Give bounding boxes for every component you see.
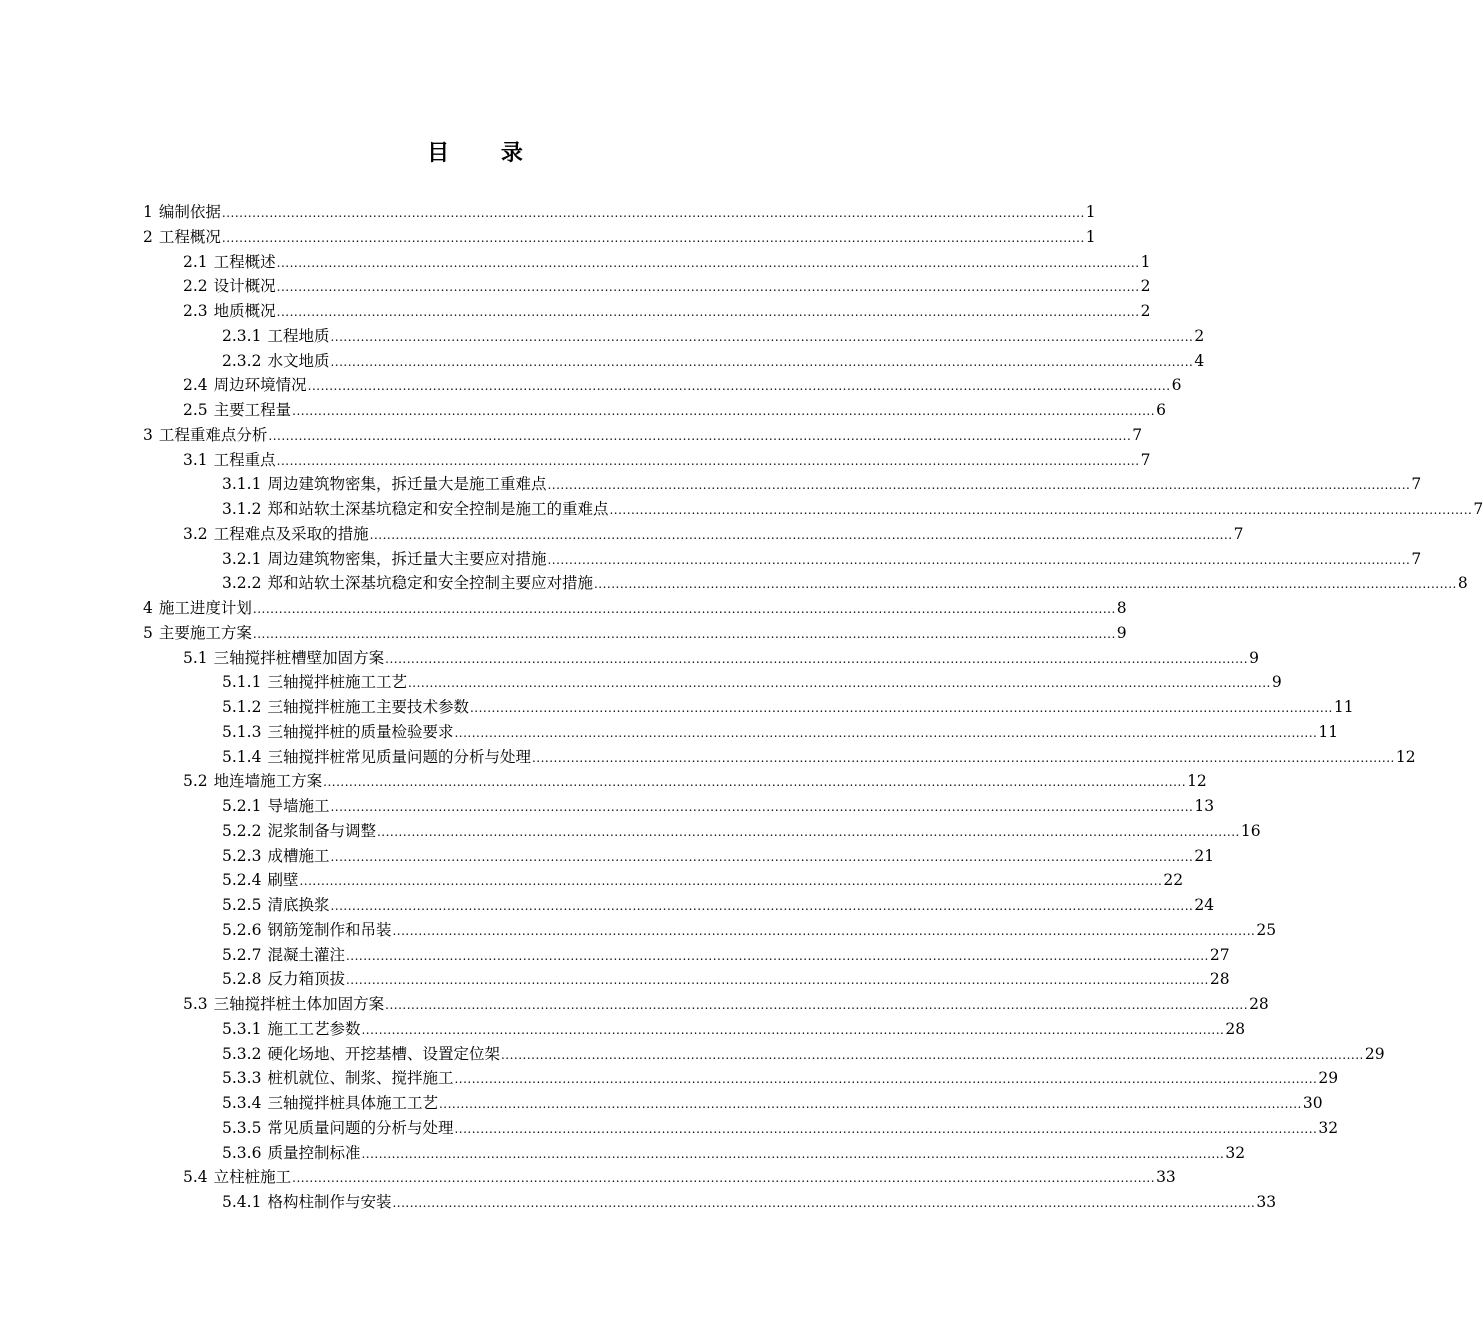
toc-entry[interactable]: [0, 769, 1207, 794]
toc-entry-title: 格构柱制作与安装: [267, 1193, 392, 1211]
toc-entry-number: 5.1.2: [222, 698, 262, 716]
dot-leader: ........................................................................................................................................................................................................: [361, 1022, 1225, 1037]
toc-entry-title: 成槽施工: [267, 846, 330, 865]
dot-leader: ........................................................................................................................................................................................................: [500, 1047, 1364, 1062]
toc-entry-number: 5.2.6: [222, 920, 262, 939]
dot-leader: ........................................................................................................................................................................................................: [299, 874, 1163, 889]
dot-leader: ........................................................................................................................................................................................................: [392, 1196, 1256, 1210]
toc-entry[interactable]: [0, 918, 1277, 943]
dot-leader: ........................................................................................................................................................................................................: [292, 1171, 1156, 1186]
toc-entry-page: 12: [1395, 747, 1416, 766]
toc-entry-page: 28: [1249, 995, 1269, 1013]
toc-entry-number: 5.1.1: [222, 673, 262, 692]
toc-entry-page: 33: [1156, 1168, 1176, 1187]
toc-entry-title: 硬化场地、开挖基槽、设置定位架: [267, 1044, 500, 1063]
dot-leader: ........................................................................................................................................................................................................: [252, 602, 1116, 616]
toc-entry-page: 2: [1140, 302, 1151, 320]
toc-entry-number: 5.2.5: [222, 896, 262, 914]
dot-leader: ........................................................................................................................................................................................................: [369, 527, 1233, 542]
toc-entry[interactable]: [0, 324, 1205, 349]
dot-leader: ........................................................................................................................................................................................................: [221, 230, 1085, 245]
toc-entry-number: 3.2: [183, 524, 208, 543]
toc-entry-number: 2.3.1: [222, 326, 262, 345]
toc-entry-number: 5.3.1: [222, 1019, 262, 1038]
toc-entry-page: 1: [1085, 227, 1096, 246]
toc-entry-number: 5.3.6: [222, 1143, 262, 1162]
toc-entry-page: 9: [1271, 673, 1282, 692]
toc-entry[interactable]: [0, 448, 1151, 473]
toc-entry-title: 主要施工方案: [158, 623, 252, 642]
toc-entry-title: 工程难点及采取的措施: [213, 524, 369, 543]
toc-entry-page: 7: [1411, 475, 1422, 494]
toc-entry-number: 3.1.2: [222, 500, 262, 518]
dot-leader: ........................................................................................................................................................................................................: [345, 973, 1209, 988]
dot-leader: ........................................................................................................................................................................................................: [392, 923, 1256, 938]
toc-entry-page: 8: [1457, 574, 1468, 593]
toc-entry-title: 周边环境情况: [213, 376, 307, 395]
dot-leader: ........................................................................................................................................................................................................: [385, 651, 1249, 666]
dot-leader: ........................................................................................................................................................................................................: [330, 329, 1194, 344]
dot-leader: ........................................................................................................................................................................................................: [330, 849, 1194, 864]
toc-entry-page: 30: [1302, 1094, 1323, 1112]
dot-leader: ........................................................................................................................................................................................................: [330, 354, 1194, 369]
toc-entry-page: 8: [1116, 599, 1127, 617]
toc-entry-number: 3.1: [183, 450, 208, 469]
toc-entry[interactable]: [0, 621, 1127, 646]
dot-leader: ........................................................................................................................................................................................................: [361, 1146, 1225, 1161]
toc-entry-title: 施工进度计划: [158, 599, 252, 617]
toc-entry-page: 27: [1209, 945, 1230, 964]
toc-entry-page: 32: [1318, 1118, 1339, 1137]
toc-entry-title: 混凝土灌注: [267, 945, 345, 964]
toc-entry-number: 5.2.7: [222, 945, 262, 964]
toc-entry-number: 2.3.2: [222, 351, 262, 370]
toc-entry-page: 28: [1209, 970, 1230, 989]
toc-entry-number: 5.3.4: [222, 1094, 262, 1112]
toc-entry-number: 2.1: [183, 252, 208, 271]
toc-entry-number: 5.3.3: [222, 1069, 262, 1088]
toc-entry-page: 25: [1256, 920, 1277, 939]
toc-entry-page: 7: [1411, 549, 1422, 568]
dot-leader: ........................................................................................................................................................................................................: [376, 824, 1240, 839]
toc-entry-number: 5.1.3: [222, 722, 262, 741]
dot-leader: ........................................................................................................................................................................................................: [323, 775, 1187, 790]
toc-entry-page: 32: [1225, 1143, 1246, 1162]
toc-entry-page: 1: [1140, 252, 1151, 271]
toc-entry-number: 5.3.2: [222, 1044, 262, 1063]
toc-entry[interactable]: [0, 868, 1184, 893]
toc-entry-number: 2.2: [183, 277, 208, 296]
toc-entry-title: 三轴搅拌桩具体施工工艺: [267, 1094, 438, 1112]
toc-entry-number: 5.2: [183, 772, 208, 791]
toc-entry-number: 5.2.2: [222, 821, 262, 840]
dot-leader: ........................................................................................................................................................................................................: [345, 948, 1209, 963]
toc-entry-title: 地连墙施工方案: [213, 772, 323, 791]
toc-entry-number: 2.4: [183, 376, 208, 395]
toc-entry-number: 1: [143, 203, 153, 221]
toc-entry-title: 三轴搅拌桩的质量检验要求: [267, 722, 454, 741]
toc-entry-page: 16: [1240, 821, 1261, 840]
toc-entry-page: 12: [1187, 772, 1207, 791]
toc-entry[interactable]: [0, 225, 1096, 250]
dot-leader: ........................................................................................................................................................................................................: [407, 676, 1271, 691]
toc-entry-number: 5.2.8: [222, 970, 262, 989]
dot-leader: ........................................................................................................................................................................................................: [330, 800, 1194, 814]
toc-entry-title: 周边建筑物密集，拆迁量大主要应对措施: [267, 549, 547, 568]
page-title: 目 录: [427, 140, 545, 166]
toc-entry-title: 水文地质: [267, 351, 330, 370]
toc-entry-title: 地质概况: [213, 302, 276, 320]
toc-entry-title: 编制依据: [158, 203, 221, 221]
toc-entry[interactable]: [0, 571, 1468, 596]
toc-entry-page: 6: [1156, 401, 1166, 419]
dot-leader: ........................................................................................................................................................................................................: [276, 305, 1140, 319]
toc-entry-number: 5.3.5: [222, 1118, 262, 1137]
toc-entry[interactable]: [0, 1091, 1323, 1116]
toc-entry-number: 2.3: [183, 302, 208, 320]
toc-entry-title: 工程地质: [267, 326, 330, 345]
toc-entry-page: 7: [1473, 500, 1483, 518]
toc-entry[interactable]: [0, 423, 1143, 448]
toc-entry-title: 泥浆制备与调整: [267, 821, 376, 840]
dot-leader: ........................................................................................................................................................................................................: [307, 379, 1171, 394]
dot-leader: ........................................................................................................................................................................................................: [438, 1097, 1302, 1111]
toc-entry-page: 29: [1318, 1069, 1339, 1088]
toc-entry-page: 2: [1194, 326, 1205, 345]
toc-entry-page: 9: [1116, 623, 1127, 642]
toc-entry[interactable]: [0, 1042, 1385, 1067]
toc-entry-page: 7: [1233, 524, 1244, 543]
toc-entry[interactable]: [0, 522, 1244, 547]
toc-entry-title: 常见质量问题的分析与处理: [267, 1118, 454, 1137]
toc-entry-number: 5.2.1: [222, 797, 262, 815]
toc-entry[interactable]: [0, 1141, 1246, 1166]
toc-entry-number: 5.3: [183, 995, 208, 1013]
toc-entry-number: 5.1: [183, 648, 208, 667]
toc-entry-title: 桩机就位、制浆、搅拌施工: [267, 1069, 454, 1088]
toc-entry[interactable]: [0, 1165, 1176, 1190]
toc-entry-title: 设计概况: [213, 277, 276, 296]
toc-entry-page: 9: [1249, 648, 1259, 667]
toc-entry-number: 5.4: [183, 1168, 208, 1187]
toc-entry[interactable]: [0, 596, 1127, 621]
dot-leader: ........................................................................................................................................................................................................: [547, 552, 1411, 567]
toc-entry-title: 导墙施工: [267, 797, 330, 815]
dot-leader: ........................................................................................................................................................................................................: [221, 206, 1085, 220]
toc-entry-title: 工程重难点分析: [158, 425, 268, 444]
toc-entry-page: 11: [1318, 722, 1339, 741]
dot-leader: ........................................................................................................................................................................................................: [385, 998, 1249, 1012]
toc-entry[interactable]: [0, 1190, 1277, 1215]
toc-entry-title: 工程概况: [158, 227, 221, 246]
dot-leader: ........................................................................................................................................................................................................: [593, 577, 1457, 592]
toc-entry-title: 立柱桩施工: [213, 1168, 292, 1187]
toc-entry-title: 钢筋笼制作和吊装: [267, 920, 392, 939]
toc-entry-title: 主要工程量: [213, 401, 292, 419]
toc-entry-number: 5.1.4: [222, 747, 262, 766]
toc-entry-title: 质量控制标准: [267, 1143, 361, 1162]
dot-leader: ........................................................................................................................................................................................................: [276, 255, 1140, 270]
toc-entry[interactable]: [0, 200, 1096, 225]
toc-entry-title: 反力箱顶拔: [267, 970, 345, 989]
toc-entry-page: 33: [1256, 1193, 1277, 1211]
dot-leader: ........................................................................................................................................................................................................: [547, 478, 1411, 493]
toc-entry[interactable]: [0, 695, 1354, 720]
toc-entry-page: 28: [1225, 1019, 1246, 1038]
toc-entry[interactable]: [0, 373, 1182, 398]
toc-entry-page: 7: [1132, 425, 1143, 444]
toc-entry-number: 5.2.4: [222, 871, 262, 890]
toc-entry[interactable]: [0, 274, 1151, 299]
toc-entry-title: 郑和站软土深基坑稳定和安全控制是施工的重难点: [267, 500, 609, 518]
toc-entry-page: 6: [1171, 376, 1182, 395]
toc-entry-title: 三轴搅拌桩槽壁加固方案: [213, 648, 385, 667]
toc-entry[interactable]: [0, 1116, 1339, 1141]
dot-leader: ........................................................................................................................................................................................................: [330, 899, 1194, 913]
toc-entry-title: 施工工艺参数: [267, 1019, 361, 1038]
toc-entry-page: 13: [1194, 797, 1215, 815]
toc-entry[interactable]: [0, 398, 1166, 423]
toc-entry[interactable]: [0, 670, 1282, 695]
toc-entry-title: 周边建筑物密集，拆迁量大是施工重难点: [267, 475, 547, 494]
dot-leader: ........................................................................................................................................................................................................: [268, 428, 1132, 443]
dot-leader: ........................................................................................................................................................................................................: [454, 1121, 1318, 1136]
toc-entry[interactable]: [0, 646, 1259, 671]
toc-entry-number: 5: [143, 623, 153, 642]
toc-entry-page: 7: [1140, 450, 1151, 469]
toc-entry-number: 2.5: [183, 401, 208, 419]
toc-entry-title: 三轴搅拌桩施工主要技术参数: [267, 698, 469, 716]
toc-entry-page: 2: [1140, 277, 1151, 296]
toc-entry-page: 1: [1085, 203, 1096, 221]
toc-entry[interactable]: [0, 745, 1416, 770]
toc-entry-title: 清底换浆: [267, 896, 330, 914]
toc-entry[interactable]: [0, 547, 1422, 572]
dot-leader: ........................................................................................................................................................................................................: [469, 701, 1333, 715]
toc-entry[interactable]: [0, 299, 1151, 324]
dot-leader: ........................................................................................................................................................................................................: [292, 404, 1156, 418]
toc-entry[interactable]: [0, 349, 1205, 374]
toc-entry-page: 11: [1333, 698, 1354, 716]
toc-entry[interactable]: [0, 1066, 1339, 1091]
toc-entry-title: 三轴搅拌桩土体加固方案: [213, 995, 385, 1013]
toc-entry[interactable]: [0, 794, 1215, 819]
toc-entry[interactable]: [0, 943, 1230, 968]
toc-entry[interactable]: [0, 497, 1483, 522]
toc-entry-title: 工程重点: [213, 450, 276, 469]
toc-entry-number: 3: [143, 425, 153, 444]
toc-entry[interactable]: [0, 720, 1339, 745]
toc-entry-number: 5.4.1: [222, 1193, 262, 1211]
toc-entry-number: 3.1.1: [222, 475, 262, 494]
toc-entry-page: 24: [1194, 896, 1215, 914]
toc-entry-number: 4: [143, 599, 153, 617]
toc-entry-number: 3.2.1: [222, 549, 262, 568]
toc-entry-number: 5.2.3: [222, 846, 262, 865]
dot-leader: ........................................................................................................................................................................................................: [276, 453, 1140, 468]
toc-entry-title: 三轴搅拌桩常见质量问题的分析与处理: [267, 747, 531, 766]
toc-entry-number: 2: [143, 227, 153, 246]
dot-leader: ........................................................................................................................................................................................................: [531, 750, 1395, 765]
toc-entry[interactable]: [0, 819, 1261, 844]
toc-entry[interactable]: [0, 967, 1230, 992]
toc-entry-title: 工程概述: [213, 252, 276, 271]
dot-leader: ........................................................................................................................................................................................................: [454, 1072, 1318, 1087]
toc-entry-title: 三轴搅拌桩施工工艺: [267, 673, 407, 692]
dot-leader: ........................................................................................................................................................................................................: [252, 626, 1116, 641]
dot-leader: ........................................................................................................................................................................................................: [276, 280, 1140, 295]
toc-entry[interactable]: [0, 992, 1269, 1017]
toc-entry-page: 22: [1163, 871, 1184, 890]
toc-entry-page: 29: [1364, 1044, 1385, 1063]
toc-entry[interactable]: [0, 1017, 1246, 1042]
toc-entry[interactable]: [0, 250, 1151, 275]
dot-leader: ........................................................................................................................................................................................................: [609, 503, 1473, 517]
toc-entry-title: 郑和站软土深基坑稳定和安全控制主要应对措施: [267, 574, 593, 593]
toc-entry-page: 21: [1194, 846, 1215, 865]
table-of-contents: [0, 200, 1483, 1215]
toc-entry-page: 4: [1194, 351, 1205, 370]
toc-entry[interactable]: [0, 472, 1422, 497]
toc-entry-title: 刷壁: [267, 871, 299, 890]
toc-entry[interactable]: [0, 893, 1215, 918]
toc-entry[interactable]: [0, 844, 1215, 869]
dot-leader: ........................................................................................................................................................................................................: [454, 725, 1318, 740]
toc-entry-number: 3.2.2: [222, 574, 262, 593]
